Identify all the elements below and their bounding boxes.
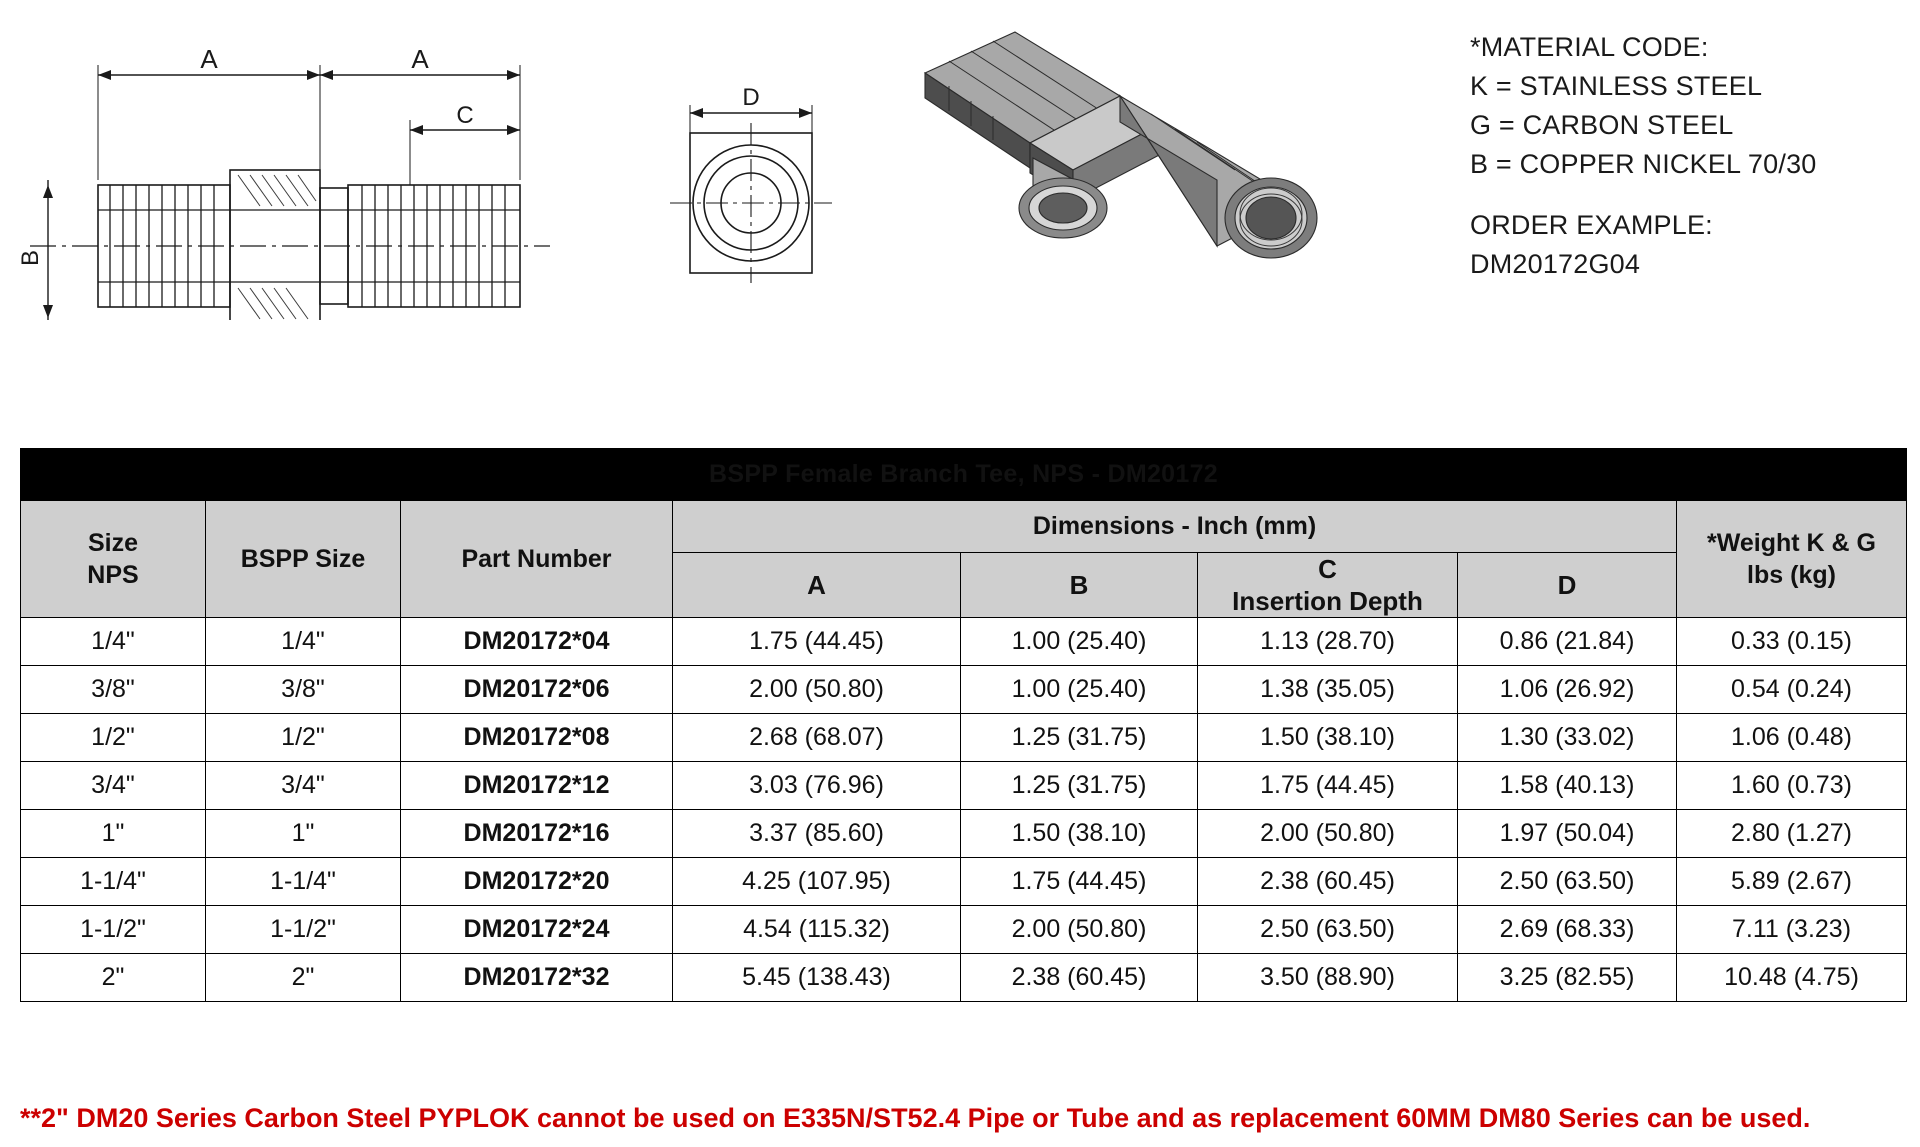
end-view (640, 85, 860, 315)
cell-b: 1.00 (25.40) (961, 666, 1198, 714)
cell-b: 2.38 (60.45) (961, 954, 1198, 1002)
spec-table (20, 448, 1907, 1002)
header-dim-c (1198, 553, 1458, 618)
cell-c: 3.50 (88.90) (1198, 954, 1458, 1002)
cell-b: 1.75 (44.45) (961, 858, 1198, 906)
cell-d: 3.25 (82.55) (1458, 954, 1677, 1002)
dim-label-a-left: A (200, 44, 218, 74)
cell-size: 1/4" (21, 618, 206, 666)
order-example-title: ORDER EXAMPLE: (1470, 210, 1713, 240)
dim-label-a-right: A (411, 44, 429, 74)
cell-c: 1.75 (44.45) (1198, 762, 1458, 810)
cell-d: 0.86 (21.84) (1458, 618, 1677, 666)
cell-a: 2.68 (68.07) (673, 714, 961, 762)
cell-c: 2.50 (63.50) (1198, 906, 1458, 954)
cell-size: 1" (21, 810, 206, 858)
table-row (21, 954, 1907, 1002)
cell-b: 1.25 (31.75) (961, 714, 1198, 762)
material-code-k: K = STAINLESS STEEL (1470, 71, 1763, 101)
header-dim-d: D (1458, 553, 1677, 618)
cell-a: 1.75 (44.45) (673, 618, 961, 666)
header-weight (1677, 501, 1907, 618)
dim-label-c: C (456, 102, 474, 129)
cell-weight: 0.33 (0.15) (1677, 618, 1907, 666)
cell-b: 1.25 (31.75) (961, 762, 1198, 810)
cell-weight: 5.89 (2.67) (1677, 858, 1907, 906)
cell-a: 3.03 (76.96) (673, 762, 961, 810)
material-code-title: *MATERIAL CODE: (1470, 32, 1709, 62)
cell-weight: 1.60 (0.73) (1677, 762, 1907, 810)
header-size-line1: Size (87, 529, 139, 557)
cell-c: 2.38 (60.45) (1198, 858, 1458, 906)
cell-bspp: 1-1/2" (206, 906, 401, 954)
cell-part-number: DM20172*12 (401, 762, 673, 810)
table-row (21, 762, 1907, 810)
cell-weight: 1.06 (0.48) (1677, 714, 1907, 762)
header-dim-c-line1: C (1318, 554, 1337, 584)
cell-b: 1.00 (25.40) (961, 618, 1198, 666)
header-dimensions-group: Dimensions - Inch (mm) (673, 501, 1677, 553)
cell-part-number: DM20172*32 (401, 954, 673, 1002)
table-title: BSPP Female Branch Tee, NPS - DM20172 (21, 449, 1907, 501)
cell-size: 2" (21, 954, 206, 1002)
table-title-row (21, 449, 1907, 501)
table-row (21, 810, 1907, 858)
cell-bspp: 1" (206, 810, 401, 858)
table-row (21, 858, 1907, 906)
cell-c: 1.13 (28.70) (1198, 618, 1458, 666)
cell-bspp: 3/4" (206, 762, 401, 810)
cell-part-number: DM20172*24 (401, 906, 673, 954)
isometric-view (905, 18, 1365, 308)
cell-part-number: DM20172*20 (401, 858, 673, 906)
cell-part-number: DM20172*04 (401, 618, 673, 666)
header-bspp-size: BSPP Size (206, 501, 401, 618)
cell-d: 1.06 (26.92) (1458, 666, 1677, 714)
cell-size: 1-1/2" (21, 906, 206, 954)
side-section-view (10, 20, 570, 320)
header-size-line2: NPS (87, 561, 139, 589)
cell-d: 1.58 (40.13) (1458, 762, 1677, 810)
cell-c: 1.50 (38.10) (1198, 714, 1458, 762)
header-dim-b: B (961, 553, 1198, 618)
header-weight-line1: *Weight K & G (1707, 529, 1876, 557)
cell-a: 3.37 (85.60) (673, 810, 961, 858)
dim-label-d: D (742, 85, 760, 111)
header-weight-line2: lbs (kg) (1747, 561, 1836, 589)
cell-b: 2.00 (50.80) (961, 906, 1198, 954)
material-code-b: B = COPPER NICKEL 70/30 (1470, 149, 1817, 179)
cell-part-number: DM20172*06 (401, 666, 673, 714)
cell-a: 4.25 (107.95) (673, 858, 961, 906)
material-code-g: G = CARBON STEEL (1470, 110, 1734, 140)
table-row (21, 906, 1907, 954)
cell-weight: 2.80 (1.27) (1677, 810, 1907, 858)
drawings-area (0, 0, 1920, 400)
cell-b: 1.50 (38.10) (961, 810, 1198, 858)
cell-size: 3/4" (21, 762, 206, 810)
header-part-number: Part Number (401, 501, 673, 618)
cell-c: 1.38 (35.05) (1198, 666, 1458, 714)
spec-table-wrap (20, 448, 1906, 1002)
header-row-1 (21, 501, 1907, 553)
material-code-note (1470, 28, 1817, 284)
table-row (21, 618, 1907, 666)
cell-bspp: 3/8" (206, 666, 401, 714)
cell-d: 2.69 (68.33) (1458, 906, 1677, 954)
cell-a: 4.54 (115.32) (673, 906, 961, 954)
cell-a: 5.45 (138.43) (673, 954, 961, 1002)
cell-d: 1.97 (50.04) (1458, 810, 1677, 858)
cell-c: 2.00 (50.80) (1198, 810, 1458, 858)
note-spacer (1470, 184, 1817, 206)
header-size-nps (21, 501, 206, 618)
cell-part-number: DM20172*16 (401, 810, 673, 858)
header-dim-a: A (673, 553, 961, 618)
cell-bspp: 2" (206, 954, 401, 1002)
cell-part-number: DM20172*08 (401, 714, 673, 762)
table-row (21, 714, 1907, 762)
cell-bspp: 1/2" (206, 714, 401, 762)
footnote: **2" DM20 Series Carbon Steel PYPLOK cannot be used on E335N/ST52.4 Pipe or Tube and as replacement 60MM DM80 Series can be used. (20, 1103, 1811, 1133)
dim-label-b: B (17, 249, 44, 267)
header-dim-c-line2: Insertion Depth (1232, 586, 1423, 616)
cell-weight: 7.11 (3.23) (1677, 906, 1907, 954)
cell-size: 3/8" (21, 666, 206, 714)
cell-bspp: 1-1/4" (206, 858, 401, 906)
cell-weight: 10.48 (4.75) (1677, 954, 1907, 1002)
table-row (21, 666, 1907, 714)
cell-weight: 0.54 (0.24) (1677, 666, 1907, 714)
cell-a: 2.00 (50.80) (673, 666, 961, 714)
cell-bspp: 1/4" (206, 618, 401, 666)
cell-size: 1-1/4" (21, 858, 206, 906)
order-example-value: DM20172G04 (1470, 249, 1641, 279)
cell-d: 2.50 (63.50) (1458, 858, 1677, 906)
cell-size: 1/2" (21, 714, 206, 762)
cell-d: 1.30 (33.02) (1458, 714, 1677, 762)
